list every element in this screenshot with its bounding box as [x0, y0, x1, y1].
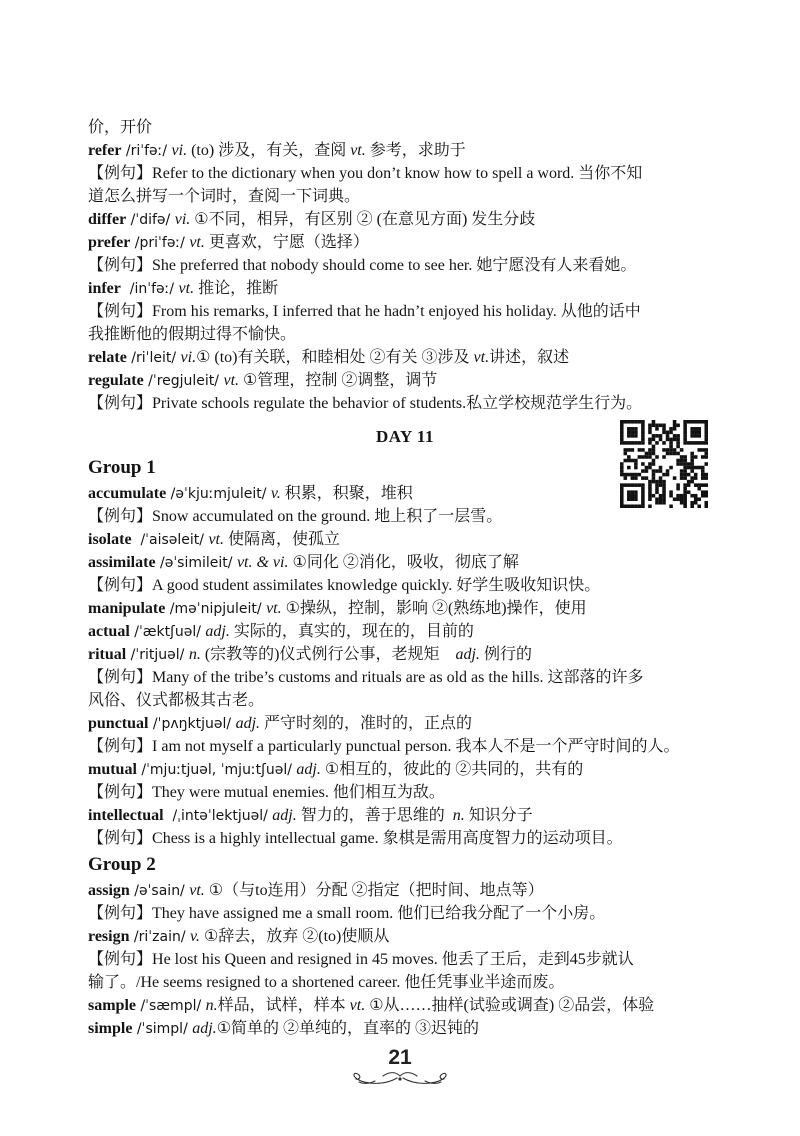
example-label: 【例句】 — [88, 669, 153, 686]
headword: assign — [88, 882, 130, 899]
group-title: Group 2 — [88, 854, 156, 875]
entry-line — [88, 879, 708, 902]
example-label: 【例句】 — [88, 577, 153, 594]
entry-line — [88, 643, 708, 666]
example-line — [88, 948, 708, 971]
flourish-ornament-icon — [345, 1069, 455, 1087]
part-of-speech: adj. — [192, 1020, 217, 1037]
part-of-speech: n. — [188, 646, 201, 663]
phonetic: /ˈregjuleit/ — [143, 373, 224, 389]
example-line — [88, 254, 708, 277]
phonetic: /riˈzain/ — [129, 929, 191, 945]
example-line — [88, 574, 708, 597]
phonetic: /ˈdifə/ — [126, 212, 175, 228]
entry-line — [88, 208, 708, 231]
part-of-speech: n. — [452, 807, 465, 824]
definition-text: ① (to)有关联，和睦相处 ②有关 ③涉及 — [196, 349, 474, 366]
part-of-speech: vt. — [473, 349, 490, 366]
continuation-line — [88, 185, 708, 208]
definition-text: 更喜欢，宁愿（选择） — [204, 234, 369, 251]
definition-text: 积累，积聚，堆积 — [280, 485, 413, 502]
entry-line — [88, 139, 708, 162]
part-of-speech: n. — [205, 997, 218, 1014]
groups-section — [88, 453, 708, 1040]
headword: infer — [88, 280, 121, 297]
entry-line — [88, 1017, 708, 1040]
headword: refer — [88, 142, 122, 159]
phonetic: /ˈsimpl/ — [132, 1021, 193, 1037]
part-of-speech: adj. — [455, 646, 480, 663]
part-of-speech: vt. — [223, 372, 240, 389]
entry-line — [88, 994, 708, 1017]
part-of-speech: adj. — [296, 761, 321, 778]
group-2 — [88, 850, 708, 1040]
phonetic: /ˈæktʃuəl/ — [129, 624, 206, 640]
definition-text: ①辞去，放弃 ②(to)使顺从 — [199, 928, 390, 945]
example-line — [88, 505, 708, 528]
page-number: 21 — [388, 1046, 412, 1069]
part-of-speech: vt. — [266, 600, 282, 617]
definition-text: 推论，推断 — [194, 280, 279, 297]
entry-line — [88, 597, 708, 620]
headword: simple — [88, 1020, 133, 1037]
part-of-speech: adj. — [205, 623, 230, 640]
definition-text: 知识分子 — [464, 807, 533, 824]
definition-text: ①管理，控制 ②调整，调节 — [239, 372, 438, 389]
entry-line — [88, 482, 708, 505]
headword: isolate — [88, 531, 132, 548]
entry-line — [88, 925, 708, 948]
phonetic: /ˈaisəleit/ — [131, 532, 209, 548]
example-line — [88, 300, 708, 323]
example-label: 【例句】 — [88, 508, 153, 525]
entry-line — [88, 551, 708, 574]
example-label: 【例句】 — [88, 784, 153, 801]
continuation-line — [88, 116, 708, 139]
headword: sample — [88, 997, 136, 1014]
entry-line — [88, 369, 708, 392]
example-sentence: Private schools regulate the behavior of students.私立学校规范学生行为。 — [152, 395, 643, 412]
example-line — [88, 781, 708, 804]
continuation-line — [88, 689, 708, 712]
phonetic: /ˈmjuːtjuəl, ˈmjuːtʃuəl/ — [136, 762, 297, 778]
group-1-entries — [88, 482, 708, 850]
headword: ritual — [88, 646, 127, 663]
day-heading: DAY 11 — [376, 427, 434, 446]
example-sentence: Chess is a highly intellectual game. 象棋是需用高度智力的运动项目。 — [152, 830, 623, 847]
continuation-text: 道怎么拼写一个词时，查阅一下词典。 — [88, 188, 361, 205]
part-of-speech: v. — [190, 928, 200, 945]
headword: resign — [88, 928, 130, 945]
headword: relate — [88, 349, 127, 366]
definition-text: 参考，求助于 — [365, 142, 466, 159]
part-of-speech: vt. — [208, 531, 224, 548]
example-label: 【例句】 — [88, 830, 153, 847]
part-of-speech: adj. — [272, 807, 297, 824]
phonetic: /ˈritjuəl/ — [126, 647, 189, 663]
part-of-speech: vt. — [178, 280, 195, 297]
definition-text: (宗教等的)仪式例行公事，老规矩 — [200, 646, 456, 663]
headword: intellectual — [88, 807, 164, 824]
example-label: 【例句】 — [88, 951, 153, 968]
example-sentence: I am not myself a particularly punctual person. 我本人不是一个严守时间的人。 — [152, 738, 680, 755]
continuation-line — [88, 323, 708, 346]
entry-line — [88, 528, 708, 551]
part-of-speech: vt. — [189, 882, 205, 899]
phonetic: /əˈsain/ — [129, 883, 190, 899]
phonetic: /riˈfəː/ — [121, 143, 172, 159]
example-line — [88, 902, 708, 925]
continuation-text: 风俗、仪式都极其古老。 — [88, 692, 265, 709]
top-entries — [88, 116, 708, 415]
example-line — [88, 666, 708, 689]
entry-line — [88, 231, 708, 254]
group-1 — [88, 453, 708, 850]
definition-text: 实际的，真实的，现在的，目前的 — [229, 623, 474, 640]
definition-text: ①从……抽样(试验或调查) ②品尝，体验 — [365, 997, 655, 1014]
phonetic: /ˈpʌŋktjuəl/ — [148, 716, 236, 732]
definition-text: 智力的，善于思维的 — [296, 807, 453, 824]
phonetic: /ˈsæmpl/ — [136, 998, 206, 1014]
continuation-text: 我推断他的假期过得不愉快。 — [88, 326, 297, 343]
example-label: 【例句】 — [88, 905, 153, 922]
example-label: 【例句】 — [88, 738, 153, 755]
headword: accumulate — [88, 485, 167, 502]
example-label: 【例句】 — [88, 165, 153, 182]
headword: prefer — [88, 234, 131, 251]
headword: regulate — [88, 372, 144, 389]
example-sentence: Refer to the dictionary when you don’t know how to spell a word. 当你不知 — [152, 165, 643, 182]
phonetic: /inˈfəː/ — [120, 281, 179, 297]
example-label: 【例句】 — [88, 257, 153, 274]
headword: assimilate — [88, 554, 156, 571]
example-sentence: Snow accumulated on the ground. 地上积了一层雪。 — [152, 508, 503, 525]
example-line — [88, 392, 708, 415]
example-line — [88, 827, 708, 850]
definition-text: ①简单的 ②单纯的，直率的 ③迟钝的 — [216, 1020, 480, 1037]
part-of-speech: vt. — [350, 142, 366, 159]
example-label: 【例句】 — [88, 395, 153, 412]
phonetic: /məˈnipjuleit/ — [165, 601, 267, 617]
continuation-text: 输了。/He seems resigned to a shortened career. 他任凭事业半途而废。 — [88, 974, 565, 991]
definition-text: ①同化 ②消化，吸收，彻底了解 — [288, 554, 519, 571]
entry-line — [88, 758, 708, 781]
definition-text: ①操纵，控制，影响 ②(熟练地)操作，使用 — [281, 600, 587, 617]
continuation-text: 价，开价 — [88, 119, 153, 136]
part-of-speech: adj. — [235, 715, 261, 732]
entry-line — [88, 804, 708, 827]
example-sentence: He lost his Queen and resigned in 45 moves. 他丢了王后，走到45步就认 — [152, 951, 634, 968]
continuation-line — [88, 971, 708, 994]
entry-line — [88, 620, 708, 643]
group-title: Group 1 — [88, 457, 156, 478]
headword: punctual — [88, 715, 149, 732]
part-of-speech: vt. — [349, 997, 366, 1014]
entry-line — [88, 712, 708, 735]
part-of-speech: vi. — [174, 211, 191, 228]
headword: differ — [88, 211, 127, 228]
example-label: 【例句】 — [88, 303, 153, 320]
headword: manipulate — [88, 600, 166, 617]
definition-text: ①相互的，彼此的 ②共同的，共有的 — [320, 761, 584, 778]
definition-text: 样品，试样，样本 — [217, 997, 350, 1014]
definition-text: 例行的 — [479, 646, 532, 663]
phonetic: /əˈsimileit/ — [155, 555, 237, 571]
phonetic: /ˌintəˈlektjuəl/ — [163, 808, 273, 824]
example-line — [88, 162, 708, 185]
entry-line — [88, 346, 708, 369]
definition-text: 严守时刻的，准时的，正点的 — [260, 715, 473, 732]
phonetic: /əˈkjuːmjuleit/ — [166, 486, 271, 502]
group-2-entries — [88, 879, 708, 1040]
entry-line — [88, 277, 708, 300]
phonetic: /riˈleit/ — [126, 350, 181, 366]
phonetic: /priˈfəː/ — [130, 235, 190, 251]
example-sentence: She preferred that nobody should come to see her. 她宁愿没有人来看她。 — [152, 257, 637, 274]
part-of-speech: v. — [270, 485, 281, 502]
part-of-speech: vi. — [171, 142, 188, 159]
part-of-speech: vt. & vi. — [236, 554, 289, 571]
example-sentence: They have assigned me a small room. 他们已给我分配了一个小房。 — [152, 905, 606, 922]
definition-text: 讲述，叙述 — [489, 349, 570, 366]
definition-text: ①不同，相异，有区别 ② (在意见方面) 发生分歧 — [190, 211, 536, 228]
definition-text: ①（与to连用）分配 ②指定（把时间、地点等） — [204, 882, 544, 899]
example-sentence: From his remarks, I inferred that he hadn’t enjoyed his holiday. 从他的话中 — [152, 303, 641, 320]
example-sentence: They were mutual enemies. 他们相互为敌。 — [152, 784, 445, 801]
headword: mutual — [88, 761, 137, 778]
definition-text: (to) 涉及，有关，查阅 — [187, 142, 351, 159]
definition-text: 使隔离，使孤立 — [223, 531, 340, 548]
part-of-speech: vi. — [180, 349, 197, 366]
part-of-speech: vt. — [189, 234, 205, 251]
example-sentence: Many of the tribe’s customs and rituals are as old as the hills. 这部落的许多 — [152, 669, 644, 686]
headword: actual — [88, 623, 130, 640]
example-sentence: A good student assimilates knowledge quickly. 好学生吸收知识快。 — [152, 577, 601, 594]
example-line — [88, 735, 708, 758]
